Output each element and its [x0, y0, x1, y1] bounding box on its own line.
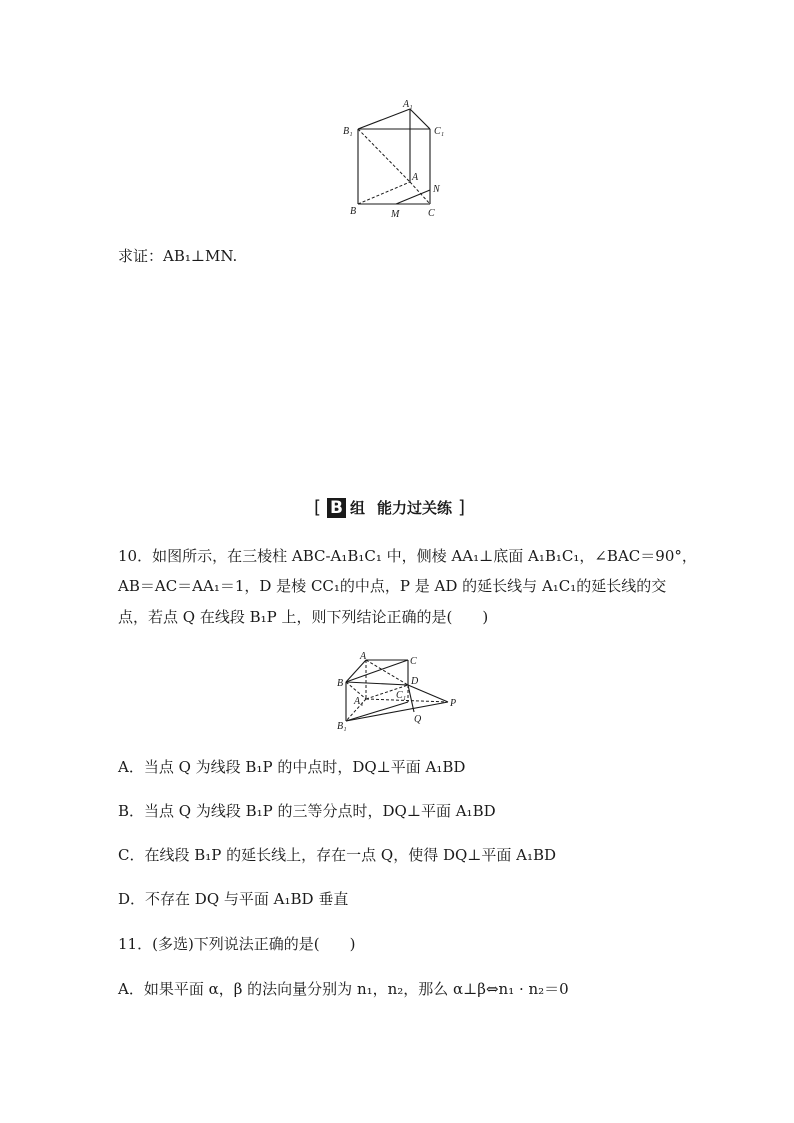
label-b: B — [337, 678, 344, 689]
prism-figure-1 — [340, 96, 450, 222]
label-c: C — [428, 208, 435, 219]
label-d: D — [411, 676, 419, 687]
label-a: A — [360, 651, 367, 662]
label-a1: A₁ — [403, 99, 413, 110]
edge-b1-a1 — [358, 109, 410, 129]
label-c: C — [410, 656, 417, 667]
q11-stem: 11．(多选)下列说法正确的是( ) — [118, 935, 356, 953]
section-heading — [314, 496, 465, 520]
segment-d-q — [408, 685, 414, 712]
q10-option-d: D．不存在 DQ 与平面 A₁BD 垂直 — [118, 890, 349, 908]
q10-stem-line-3: 点，若点 Q 在线段 B₁P 上，则下列结论正确的是( ) — [118, 608, 489, 626]
segment-b-d — [346, 682, 408, 685]
hidden-edge-a-c — [410, 182, 430, 204]
label-n: N — [433, 184, 440, 195]
q9-prove-text: 求证：AB₁⊥MN. — [118, 247, 238, 265]
label-c1: C₁ — [434, 126, 445, 137]
section-letter-badge: B — [327, 498, 346, 518]
q10-option-c: C．在线段 B₁P 的延长线上，存在一点 Q，使得 DQ⊥平面 A₁BD — [118, 846, 557, 864]
bracket-open: [ — [314, 497, 322, 518]
q11-option-a: A．如果平面 α，β 的法向量分别为 n₁，n₂，那么 α⊥β⇔n₁ · n₂＝0 — [118, 980, 569, 998]
label-c1: C₁ — [396, 690, 407, 701]
label-a1: A₁ — [354, 696, 364, 707]
label-b: B — [350, 206, 357, 217]
q10-stem-line-1: 10．如图所示，在三棱柱 ABC-A₁B₁C₁ 中，侧棱 AA₁⊥底面 A₁B₁C₁，∠BAC＝90°， — [118, 547, 697, 565]
bracket-close: ] — [458, 497, 466, 518]
hidden-segment-a1-p — [366, 699, 448, 702]
q10-option-a: A．当点 Q 为线段 B₁P 的中点时，DQ⊥平面 A₁BD — [118, 758, 466, 776]
prism-figure-2 — [336, 650, 466, 732]
q10-option-b: B．当点 Q 为线段 B₁P 的三等分点时，DQ⊥平面 A₁BD — [118, 802, 496, 820]
label-b1: B₁ — [337, 721, 347, 732]
q10-stem-line-2: AB＝AC＝AA₁＝1，D 是棱 CC₁的中点，P 是 AD 的延长线与 A₁C₁的延长线的交 — [118, 577, 667, 595]
label-m: M — [391, 209, 400, 220]
hidden-segment-b1-a — [358, 129, 410, 182]
label-a: A — [412, 172, 419, 183]
hidden-edge-b-a — [358, 182, 410, 204]
segment-d-p — [408, 685, 448, 702]
section-group: 组 — [350, 499, 366, 517]
label-b1: B₁ — [343, 126, 353, 137]
edge-a1-c1 — [410, 109, 430, 129]
label-q: Q — [414, 714, 422, 725]
section-title: 能力过关练 — [377, 499, 453, 517]
segment-mn — [396, 190, 430, 204]
label-p: P — [450, 698, 457, 709]
